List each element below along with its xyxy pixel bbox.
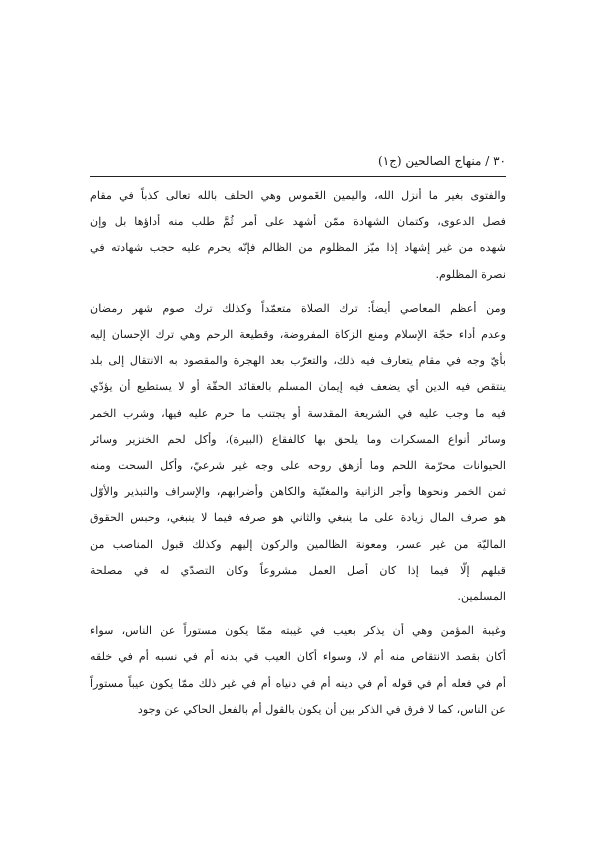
text-line: عن الناس، كما لا فرق في الذكر بين أن يكون بالقول أم بالفعل الحاكي عن وجود — [137, 702, 506, 716]
text-line: نصرة المظلوم. — [435, 267, 506, 281]
text-line: الماليّة من غير عسر، ومعونة الظالمين والركون إليهم وكذلك قبول المناصب من — [90, 537, 506, 551]
text-line: هو صرف المال زيادة على ما ينبغي والثاني هو صرفه فيما لا ينبغي، وحبس الحقوق — [90, 511, 506, 525]
paragraph — [90, 618, 506, 723]
text-line: بأيّ وجه في مقام يتعارف فيه ذلك، والتعرّب بعد الهجرة والمقصود به الانتقال إلى بلد — [90, 354, 506, 368]
paragraph — [90, 296, 506, 610]
text-line: ثمن الخمر ونحوها وأجر الزانية والمغنّية والكاهن وأضرابهم، والإسراف والتبذير والأوّل — [90, 485, 506, 499]
text-line: وسائر أنواع المسكرات وما يلحق بها كالفقاع (البيرة)، وأكل لحم الخنزير وسائر — [90, 432, 506, 446]
text-line: وغيبة المؤمن وهي أن يذكر بعيب في غيبته ممّا يكون مستوراً عن الناس، سواء — [90, 624, 506, 638]
text-line: المسلمين. — [457, 590, 506, 604]
text-line: فيه ما وجب عليه في الشريعة المقدسة أو يجتنب ما حرم عليه فيها، وشرب الخمر — [90, 406, 506, 420]
running-header: ٣٠ / منهاج الصالحين (ج١) — [378, 154, 506, 168]
text-line: وعدم أداء حجّة الإسلام ومنع الزكاة المفروضة، وقطيعة الرحم وهي ترك الإحسان إليه — [90, 328, 506, 342]
text-line: أكان بقصد الانتقاص منه أم لا، وسواء أكان العيب في بدنه أم في نسبه أم في خلقه — [90, 650, 506, 664]
text-line: والفتوى بغير ما أنزل الله، واليمين الغَموس وهي الحلف بالله تعالى كذباً في مقام — [90, 189, 506, 202]
text-line: ومن أعظم المعاصي أيضاً: ترك الصلاة متعمّداً وكذلك ترك صوم شهر رمضان — [90, 301, 506, 315]
text-line: شهده من غير إشهاد إذا ميّز المظلوم من الظالم فإنّه يحرم عليه حجب شهادته في — [90, 241, 506, 255]
text-line: فصل الدعوى، وكتمان الشهادة ممّن أشهد على أمر ثُمَّ طلب منه أداؤها بل وإن — [90, 215, 506, 229]
text-line: أم في فعله أم في قوله أم في دينه أم في دنياه أم في غير ذلك ممّا يكون عيباً مستوراً — [90, 676, 506, 690]
text-line: الحيوانات محرّمة اللحم وما أزهق روحه على وجه غير شرعيّ، وأكل السحت ومنه — [90, 459, 506, 473]
text-line: قبلهم إلّا فيما إذا كان أصل العمل مشروعاً وكان التصدّي له في مصلحة — [90, 563, 506, 577]
paragraph — [90, 183, 506, 288]
header-rule — [90, 176, 506, 177]
page-body — [90, 183, 506, 731]
text-line: ينتقص فيه الدين أي يضعف فيه إيمان المسلم بالعقائد الحقّة أو لا يستطيع أن يؤدّي — [90, 380, 506, 394]
